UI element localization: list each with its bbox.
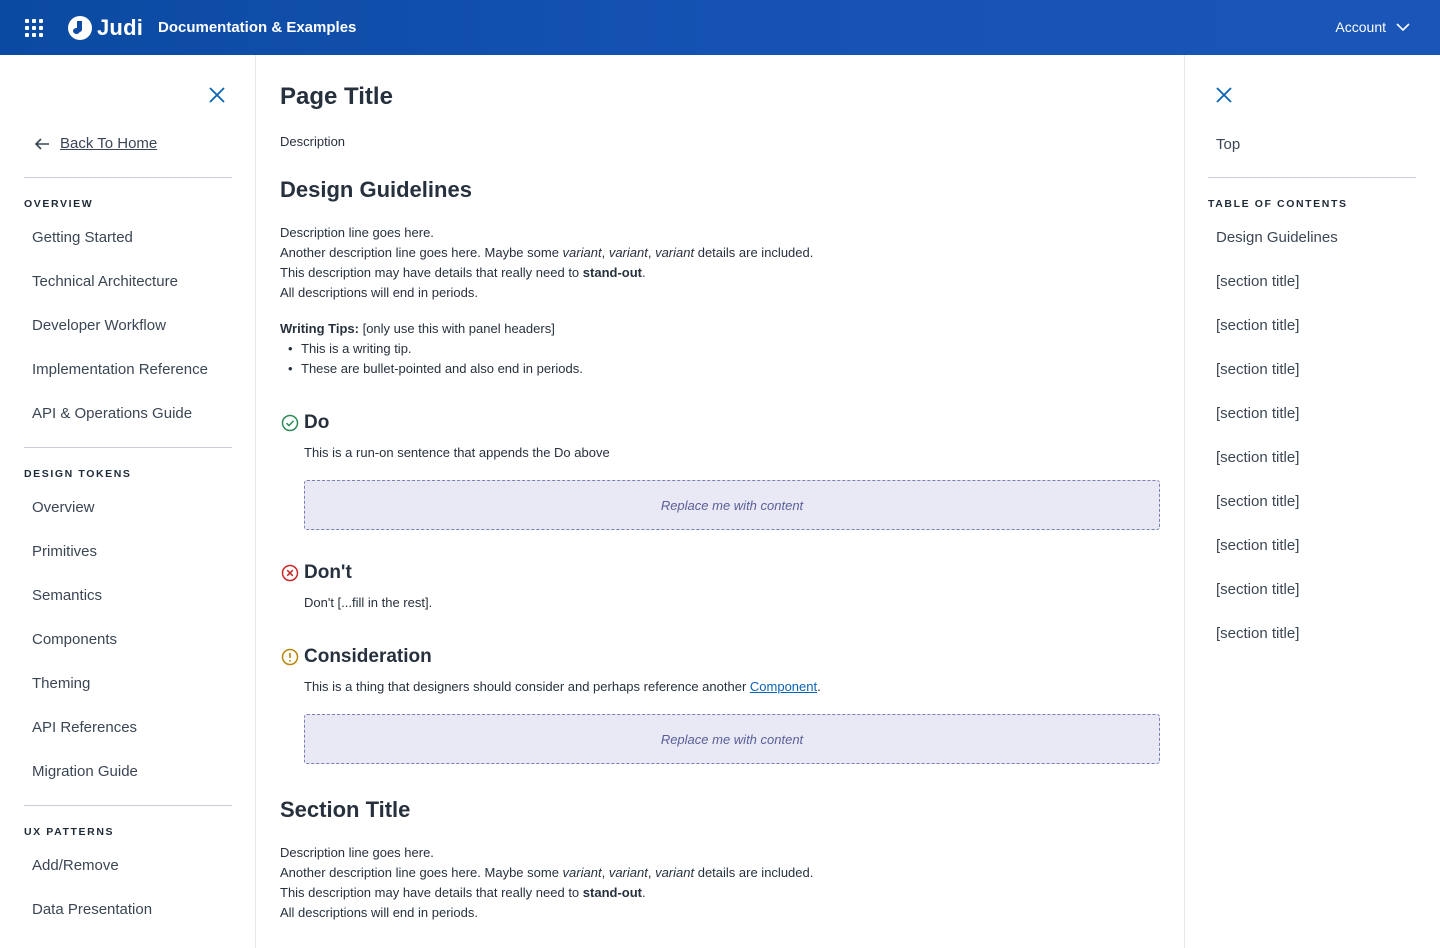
description-line: Another description line goes here. Maybe some variant, variant, variant details are included.: [280, 245, 814, 260]
variant-text: variant: [608, 245, 648, 260]
nav-item-getting-started[interactable]: Getting Started: [32, 229, 133, 246]
account-label: Account: [1335, 19, 1386, 35]
dont-text: Don't [...fill in the rest].: [304, 595, 433, 610]
writing-tips-label: Writing Tips:: [280, 321, 359, 336]
logo[interactable]: [68, 15, 143, 41]
list-item: • These are bullet-pointed and also end in periods.: [280, 359, 583, 379]
nav-heading-design-tokens: DESIGN TOKENS: [24, 468, 132, 480]
writing-tips: [280, 319, 583, 379]
list-item: • This is a writing tip.: [280, 339, 583, 359]
close-sidebar-button[interactable]: [207, 85, 227, 105]
variant-text: variant: [655, 245, 695, 260]
writing-tips-header: [280, 319, 583, 339]
close-toc-button[interactable]: [1214, 85, 1234, 105]
logo-mark-icon: [68, 16, 92, 40]
arrow-left-icon: [34, 137, 50, 151]
do-text: This is a run-on sentence that appends the Do above: [304, 445, 610, 460]
nav-item-semantics[interactable]: Semantics: [32, 587, 103, 604]
toc-item-section[interactable]: [section title]: [1216, 405, 1300, 422]
design-guidelines-title: Design Guidelines: [280, 177, 472, 202]
text-run: This description may have details that really need to: [280, 885, 583, 900]
nav-item-theming[interactable]: Theming: [32, 675, 91, 692]
variant-text: variant: [562, 245, 602, 260]
divider: [24, 447, 232, 448]
nav-item-data-presentation[interactable]: Data Presentation: [32, 901, 153, 918]
chevron-down-icon: [1396, 23, 1410, 32]
right-sidebar-toc: [1184, 55, 1440, 948]
toc-item-section[interactable]: [section title]: [1216, 449, 1300, 466]
description-line: All descriptions will end in periods.: [280, 905, 478, 920]
text-run: Another description line goes here. Maybe some: [280, 245, 563, 260]
bold-text: stand-out: [582, 265, 642, 280]
writing-tips-list: [280, 339, 583, 379]
nav-item-overview[interactable]: Overview: [32, 499, 95, 516]
nav-heading-overview: OVERVIEW: [24, 198, 94, 210]
toc-heading: TABLE OF CONTENTS: [1208, 198, 1348, 210]
section-description: [280, 843, 813, 923]
description-line: Another description line goes here. Maybe some variant, variant, variant details are included.: [280, 865, 814, 880]
logo-text: Judi: [97, 15, 144, 40]
description-line: Description line goes here.: [280, 225, 434, 240]
text-run: .: [642, 885, 646, 900]
nav-item-add-remove[interactable]: Add/Remove: [32, 857, 119, 874]
nav-item-technical-architecture[interactable]: Technical Architecture: [32, 273, 178, 290]
back-to-home-link[interactable]: [34, 135, 157, 152]
toc-item-section[interactable]: [section title]: [1216, 581, 1300, 598]
toc-top-link[interactable]: Top: [1216, 136, 1241, 153]
app-title: Documentation & Examples: [158, 19, 357, 36]
toc-item-section[interactable]: [section title]: [1216, 317, 1300, 334]
nav-item-migration-guide[interactable]: Migration Guide: [32, 763, 138, 780]
text-run: details are included.: [694, 245, 814, 260]
consideration-text: [304, 679, 821, 694]
x-circle-icon: [280, 563, 300, 583]
content-placeholder: Replace me with content: [304, 480, 1160, 530]
variant-text: variant: [608, 865, 648, 880]
page-title: Page Title: [280, 83, 393, 110]
component-link[interactable]: Component: [749, 679, 818, 694]
divider: [24, 177, 232, 178]
variant-text: variant: [562, 865, 602, 880]
divider: [24, 805, 232, 806]
toc-item-section[interactable]: [section title]: [1216, 273, 1300, 290]
nav-item-developer-workflow[interactable]: Developer Workflow: [32, 317, 166, 334]
bold-text: stand-out: [582, 885, 642, 900]
nav-item-components[interactable]: Components: [32, 631, 118, 648]
text-run: This is a thing that designers should consider and perhaps reference another: [304, 679, 750, 694]
do-title: Do: [304, 412, 330, 433]
toc-item-section[interactable]: [section title]: [1216, 361, 1300, 378]
section-title: Section Title: [280, 797, 411, 822]
toc-item-section[interactable]: [section title]: [1216, 493, 1300, 510]
divider: [1208, 177, 1416, 178]
description-line: Description line goes here.: [280, 845, 434, 860]
text-run: .: [817, 679, 821, 694]
nav-item-api-operations-guide[interactable]: API & Operations Guide: [32, 405, 193, 422]
toc-item-section[interactable]: [section title]: [1216, 625, 1300, 642]
toc-item-design-guidelines[interactable]: Design Guidelines: [1216, 229, 1338, 246]
design-guidelines-description: [280, 223, 813, 303]
description-line: [280, 263, 813, 283]
consideration-title: Consideration: [304, 646, 432, 667]
app-grid-icon[interactable]: [25, 19, 43, 37]
nav-item-primitives[interactable]: Primitives: [32, 543, 98, 560]
page-description: Description: [280, 134, 346, 149]
check-circle-icon: [280, 413, 300, 433]
close-icon: [1214, 85, 1234, 105]
writing-tips-note: [only use this with panel headers]: [358, 321, 555, 336]
do-heading: [280, 412, 329, 434]
consideration-heading: [280, 646, 432, 668]
text-run: .: [642, 265, 646, 280]
account-menu[interactable]: [1335, 19, 1410, 35]
text-run: Another description line goes here. Maybe some: [280, 865, 563, 880]
dont-heading: [280, 562, 352, 584]
content-placeholder: Replace me with content: [304, 714, 1160, 764]
toc-item-section[interactable]: [section title]: [1216, 537, 1300, 554]
description-line: All descriptions will end in periods.: [280, 285, 478, 300]
back-to-home-label: Back To Home: [60, 135, 158, 152]
nav-item-implementation-reference[interactable]: Implementation Reference: [32, 361, 208, 378]
dont-title: Don't: [304, 562, 352, 583]
left-sidebar: [0, 55, 256, 948]
description-line: [280, 883, 813, 903]
close-icon: [207, 85, 227, 105]
nav-item-api-references[interactable]: API References: [32, 719, 138, 736]
alert-circle-icon: [280, 647, 300, 667]
text-run: details are included.: [694, 865, 814, 880]
text-run: This description may have details that really need to: [280, 265, 583, 280]
nav-heading-ux-patterns: UX PATTERNS: [24, 826, 115, 838]
variant-text: variant: [655, 865, 695, 880]
top-app-bar: [0, 0, 1440, 55]
